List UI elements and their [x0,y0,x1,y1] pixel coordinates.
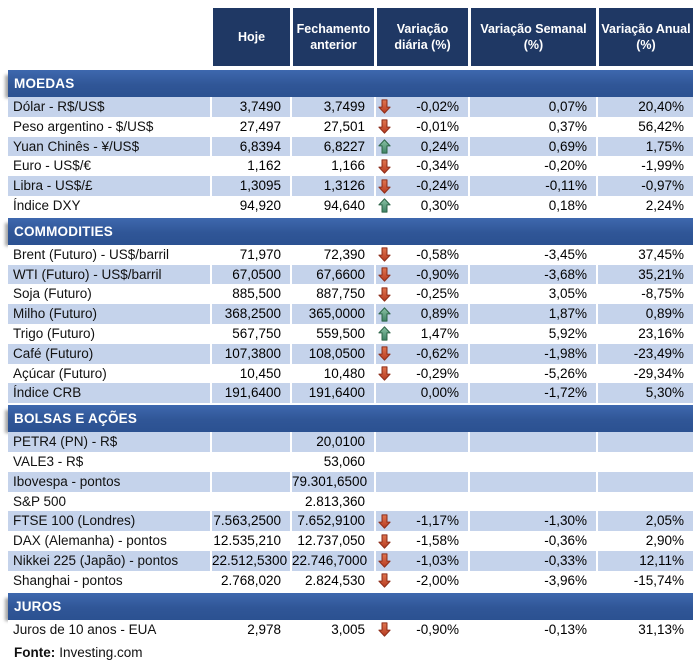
table-row [8,196,693,216]
daily-change-value: 0,00% [420,385,459,401]
weekly-change-value: 1,87% [468,304,596,324]
weekly-change-value [468,432,596,452]
table-row [8,324,693,344]
weekly-change-value: 5,92% [468,324,596,344]
source-name: Investing.com [59,645,143,661]
down-arrow-icon [378,159,393,174]
table-row [8,620,693,640]
daily-change-cell [374,432,468,452]
table-row [8,364,693,384]
weekly-change-value: -1,30% [468,511,596,531]
row-label: Dólar - R$/US$ [8,97,210,117]
previous-close-value: 53,060 [290,452,374,472]
table-row [8,472,693,492]
row-label: Ibovespa - pontos [8,472,210,492]
today-value: 3,7490 [210,97,290,117]
daily-change-value: -0,90% [416,621,459,637]
weekly-change-value: -3,45% [468,245,596,265]
weekly-change-value: 0,37% [468,117,596,137]
daily-change-value: -0,58% [416,246,459,262]
row-label: Euro - US$/€ [8,156,210,176]
today-value: 67,0500 [210,265,290,285]
section-header-moedas: MOEDAS [8,70,693,97]
table-header-row [8,8,693,66]
today-value: 22.512,5300 [210,551,290,571]
previous-close-value: 365,0000 [290,304,374,324]
table-row [8,176,693,196]
table-row [8,284,693,304]
table-row [8,432,693,452]
section-header-juros: JUROS [8,593,693,620]
today-value [210,492,290,512]
today-value: 1,3095 [210,176,290,196]
down-arrow-icon [378,534,393,549]
previous-close-value: 6,8227 [290,137,374,157]
weekly-change-value: -0,36% [468,531,596,551]
weekly-change-value: -5,26% [468,364,596,384]
annual-change-value: -29,34% [596,364,693,384]
table-row [8,531,693,551]
up-arrow-icon [378,139,393,154]
row-label: PETR4 (PN) - R$ [8,432,210,452]
weekly-change-value: -0,13% [468,620,596,640]
down-arrow-icon [378,366,393,381]
today-value: 6,8394 [210,137,290,157]
row-label: Café (Futuro) [8,344,210,364]
table-row [8,265,693,285]
annual-change-value: 0,89% [596,304,693,324]
weekly-change-value: 0,69% [468,137,596,157]
daily-change-cell [374,364,468,384]
previous-close-value: 191,6400 [290,383,374,403]
annual-change-value: 37,45% [596,245,693,265]
daily-change-cell [374,620,468,640]
section-header-bolsas-e-acoes: BOLSAS E AÇÕES [8,405,693,432]
today-value [210,452,290,472]
column-header-variacao-semanal: Variação Semanal (%) [468,8,596,66]
up-arrow-icon [378,326,393,341]
daily-change-cell [374,156,468,176]
daily-change-value: 0,89% [420,306,459,322]
previous-close-value: 22.746,7000 [290,551,374,571]
row-label: Brent (Futuro) - US$/barril [8,245,210,265]
daily-change-value: -0,01% [416,118,459,134]
annual-change-value [596,452,693,472]
previous-close-value: 1,166 [290,156,374,176]
table-row [8,551,693,571]
up-arrow-icon [378,198,393,213]
daily-change-cell [374,344,468,364]
annual-change-value: -23,49% [596,344,693,364]
weekly-change-value: -0,11% [468,176,596,196]
today-value: 191,6400 [210,383,290,403]
weekly-change-value: -3,96% [468,571,596,591]
row-label: Peso argentino - $/US$ [8,117,210,137]
row-label: DAX (Alemanha) - pontos [8,531,210,551]
today-value: 10,450 [210,364,290,384]
previous-close-value: 3,7499 [290,97,374,117]
previous-close-value: 2.824,530 [290,571,374,591]
weekly-change-value [468,472,596,492]
row-label: Soja (Futuro) [8,284,210,304]
annual-change-value: -15,74% [596,571,693,591]
previous-close-value: 72,390 [290,245,374,265]
table-row [8,304,693,324]
today-value [210,472,290,492]
table-row [8,511,693,531]
today-value: 567,750 [210,324,290,344]
down-arrow-icon [378,267,393,282]
previous-close-value: 67,6600 [290,265,374,285]
row-label: Juros de 10 anos - EUA [8,620,210,640]
row-label: Shanghai - pontos [8,571,210,591]
daily-change-cell [374,196,468,216]
row-label: Libra - US$/£ [8,176,210,196]
today-value: 71,970 [210,245,290,265]
section-header-commodities: COMMODITIES [8,218,693,245]
daily-change-value: 0,30% [420,197,459,213]
annual-change-value: 56,42% [596,117,693,137]
annual-change-value: 12,11% [596,551,693,571]
annual-change-value: -0,97% [596,176,693,196]
row-label: Índice DXY [8,196,210,216]
daily-change-value: -1,58% [416,533,459,549]
down-arrow-icon [378,346,393,361]
row-label: Açúcar (Futuro) [8,364,210,384]
daily-change-value: -0,90% [416,266,459,282]
previous-close-value: 559,500 [290,324,374,344]
weekly-change-value: 3,05% [468,284,596,304]
table-row [8,97,693,117]
annual-change-value [596,492,693,512]
down-arrow-icon [378,179,393,194]
corner-spacer [8,8,210,66]
row-label: Índice CRB [8,383,210,403]
down-arrow-icon [378,247,393,262]
daily-change-value: -0,34% [416,158,459,174]
daily-change-cell [374,245,468,265]
previous-close-value: 7.652,9100 [290,511,374,531]
row-label: Nikkei 225 (Japão) - pontos [8,551,210,571]
daily-change-cell [374,265,468,285]
column-header-variacao-diaria: Variação diária (%) [374,8,468,66]
annual-change-value: 1,75% [596,137,693,157]
annual-change-value: -8,75% [596,284,693,304]
daily-change-cell [374,492,468,512]
daily-change-value: -0,24% [416,178,459,194]
annual-change-value: 5,30% [596,383,693,403]
today-value [210,432,290,452]
daily-change-cell [374,304,468,324]
previous-close-value: 1,3126 [290,176,374,196]
daily-change-value: -2,00% [416,572,459,588]
today-value: 94,920 [210,196,290,216]
weekly-change-value: -1,98% [468,344,596,364]
source-label: Fonte: [14,645,56,661]
row-label: FTSE 100 (Londres) [8,511,210,531]
today-value: 1,162 [210,156,290,176]
table-row [8,117,693,137]
weekly-change-value: 0,07% [468,97,596,117]
previous-close-value: 10,480 [290,364,374,384]
down-arrow-icon [378,514,393,529]
previous-close-value: 94,640 [290,196,374,216]
today-value: 368,2500 [210,304,290,324]
previous-close-value: 2.813,360 [290,492,374,512]
previous-close-value: 887,750 [290,284,374,304]
table-row [8,492,693,512]
table-row [8,452,693,472]
previous-close-value: 108,0500 [290,344,374,364]
daily-change-cell [374,284,468,304]
weekly-change-value: -0,20% [468,156,596,176]
table-row [8,137,693,157]
daily-change-cell [374,511,468,531]
row-label: Milho (Futuro) [8,304,210,324]
column-header-variacao-anual: Variação Anual (%) [596,8,693,66]
annual-change-value: 23,16% [596,324,693,344]
row-label: WTI (Futuro) - US$/barril [8,265,210,285]
down-arrow-icon [378,287,393,302]
daily-change-cell [374,137,468,157]
row-label: Trigo (Futuro) [8,324,210,344]
daily-change-cell [374,97,468,117]
today-value: 27,497 [210,117,290,137]
down-arrow-icon [378,622,393,637]
daily-change-value: -0,02% [416,99,459,114]
daily-change-cell [374,324,468,344]
down-arrow-icon [378,119,393,134]
previous-close-value: 3,005 [290,620,374,640]
daily-change-value: -1,17% [416,513,459,529]
daily-change-value: 0,24% [420,138,459,154]
weekly-change-value: -1,72% [468,383,596,403]
daily-change-value: -0,62% [416,345,459,361]
daily-change-cell [374,472,468,492]
down-arrow-icon [378,99,393,114]
annual-change-value: 2,90% [596,531,693,551]
weekly-change-value: 0,18% [468,196,596,216]
row-label: VALE3 - R$ [8,452,210,472]
daily-change-cell [374,551,468,571]
annual-change-value [596,432,693,452]
daily-change-cell [374,571,468,591]
down-arrow-icon [378,573,393,588]
source-note [8,645,693,660]
daily-change-cell [374,117,468,137]
daily-change-cell [374,452,468,472]
annual-change-value: 35,21% [596,265,693,285]
weekly-change-value: -3,68% [468,265,596,285]
annual-change-value: 20,40% [596,97,693,117]
annual-change-value: 2,05% [596,511,693,531]
previous-close-value: 12.737,050 [290,531,374,551]
daily-change-value: -1,03% [416,552,459,568]
daily-change-cell [374,176,468,196]
column-header-fechamento: Fechamento anterior [290,8,374,66]
row-label: Yuan Chinês - ¥/US$ [8,137,210,157]
row-label: S&P 500 [8,492,210,512]
weekly-change-value [468,452,596,472]
up-arrow-icon [378,307,393,322]
weekly-change-value: -0,33% [468,551,596,571]
table-row [8,571,693,591]
today-value: 7.563,2500 [210,511,290,531]
weekly-change-value [468,492,596,512]
today-value: 2.768,020 [210,571,290,591]
previous-close-value: 79.301,6500 [290,472,374,492]
table-body [8,70,693,639]
annual-change-value: 2,24% [596,196,693,216]
today-value: 885,500 [210,284,290,304]
annual-change-value: 31,13% [596,620,693,640]
daily-change-value: 1,47% [420,325,459,341]
today-value: 2,978 [210,620,290,640]
previous-close-value: 20,0100 [290,432,374,452]
previous-close-value: 27,501 [290,117,374,137]
table-row [8,156,693,176]
annual-change-value: -1,99% [596,156,693,176]
annual-change-value [596,472,693,492]
daily-change-value: -0,29% [416,365,459,381]
daily-change-value: -0,25% [416,286,459,302]
today-value: 12.535,210 [210,531,290,551]
today-value: 107,3800 [210,344,290,364]
table-row [8,344,693,364]
daily-change-cell [374,383,468,403]
column-header-hoje: Hoje [210,8,290,66]
down-arrow-icon [378,553,393,568]
table-row [8,245,693,265]
daily-change-cell [374,531,468,551]
table-row [8,383,693,403]
